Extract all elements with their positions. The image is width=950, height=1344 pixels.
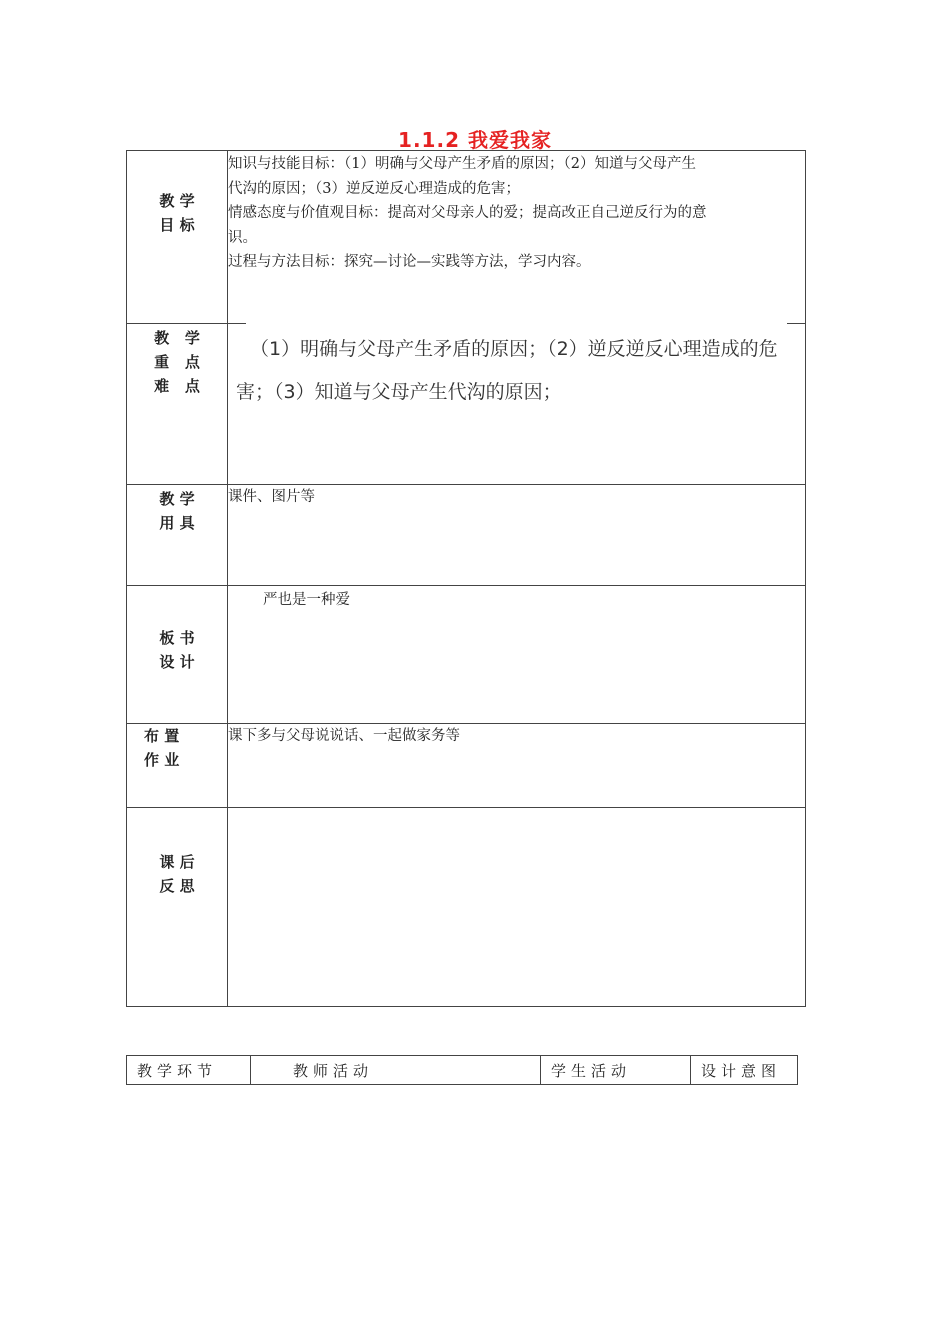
row-content bbox=[228, 724, 806, 808]
label-line: 教 学 bbox=[159, 192, 195, 210]
row-content bbox=[228, 324, 806, 485]
page-title: 1.1.2 我爱我家 bbox=[398, 128, 552, 152]
label-line: 作 业 bbox=[144, 751, 180, 769]
label-line: 板 书 bbox=[159, 629, 195, 647]
row-teaching-objectives bbox=[127, 151, 806, 324]
row-label bbox=[127, 324, 228, 485]
label-line: 课 后 bbox=[159, 853, 195, 871]
label-line: 目 标 bbox=[159, 216, 195, 234]
teaching-steps-table bbox=[126, 1055, 798, 1085]
header-cell-step: 教学环节 bbox=[127, 1056, 251, 1085]
row-homework bbox=[127, 724, 806, 808]
label-line: 难 点 bbox=[154, 377, 200, 395]
row-content bbox=[228, 808, 806, 1007]
content-line: 课下多与父母说说话、一起做家务等 bbox=[228, 728, 460, 744]
label-line: 用 具 bbox=[159, 514, 195, 532]
row-label bbox=[127, 485, 228, 586]
row-teaching-tools bbox=[127, 485, 806, 586]
row-reflection bbox=[127, 808, 806, 1007]
pasted-text-image bbox=[236, 328, 795, 414]
label-line: 教 学 bbox=[154, 329, 200, 347]
row-board-design bbox=[127, 586, 806, 724]
label-line: 教 学 bbox=[159, 490, 195, 508]
content-line: （1）明确与父母产生矛盾的原因；（2）逆反逆反心理造成的危 bbox=[250, 338, 778, 360]
row-content bbox=[228, 485, 806, 586]
row-label bbox=[127, 724, 228, 808]
header-cell-teacher: 教师活动 bbox=[251, 1056, 541, 1085]
header-cell-student: 学生活动 bbox=[541, 1056, 691, 1085]
pasted-image-edge bbox=[246, 322, 787, 326]
content-line: 课件、图片等 bbox=[228, 489, 315, 505]
label-line: 反 思 bbox=[159, 877, 195, 895]
content-line: 知识与技能目标：（1）明确与父母产生矛盾的原因；（2）知道与父母产生 bbox=[228, 156, 696, 172]
content-line: 识。 bbox=[228, 229, 257, 246]
steps-header-row bbox=[127, 1056, 798, 1085]
row-label bbox=[127, 586, 228, 724]
content-line: 严也是一种爱 bbox=[263, 592, 350, 608]
label-line: 重 点 bbox=[154, 353, 200, 371]
label-line: 布 置 bbox=[144, 727, 180, 745]
content-line: 过程与方法目标：探究—讨论—实践等方法，学习内容。 bbox=[228, 254, 591, 270]
content-line: 代沟的原因；（3）逆反逆反心理造成的危害； bbox=[228, 180, 520, 197]
content-line: 害；（3）知道与父母产生代沟的原因； bbox=[236, 381, 562, 403]
label-line: 设 计 bbox=[159, 653, 195, 671]
row-content bbox=[228, 151, 806, 324]
row-key-difficult-points bbox=[127, 324, 806, 485]
content-line: 情感态度与价值观目标：提高对父母亲人的爱；提高改正自己逆反行为的意 bbox=[228, 205, 707, 221]
lesson-plan-table bbox=[126, 150, 806, 1007]
header-cell-intent: 设计意图 bbox=[691, 1056, 798, 1085]
row-label bbox=[127, 151, 228, 324]
row-label bbox=[127, 808, 228, 1007]
row-content bbox=[228, 586, 806, 724]
